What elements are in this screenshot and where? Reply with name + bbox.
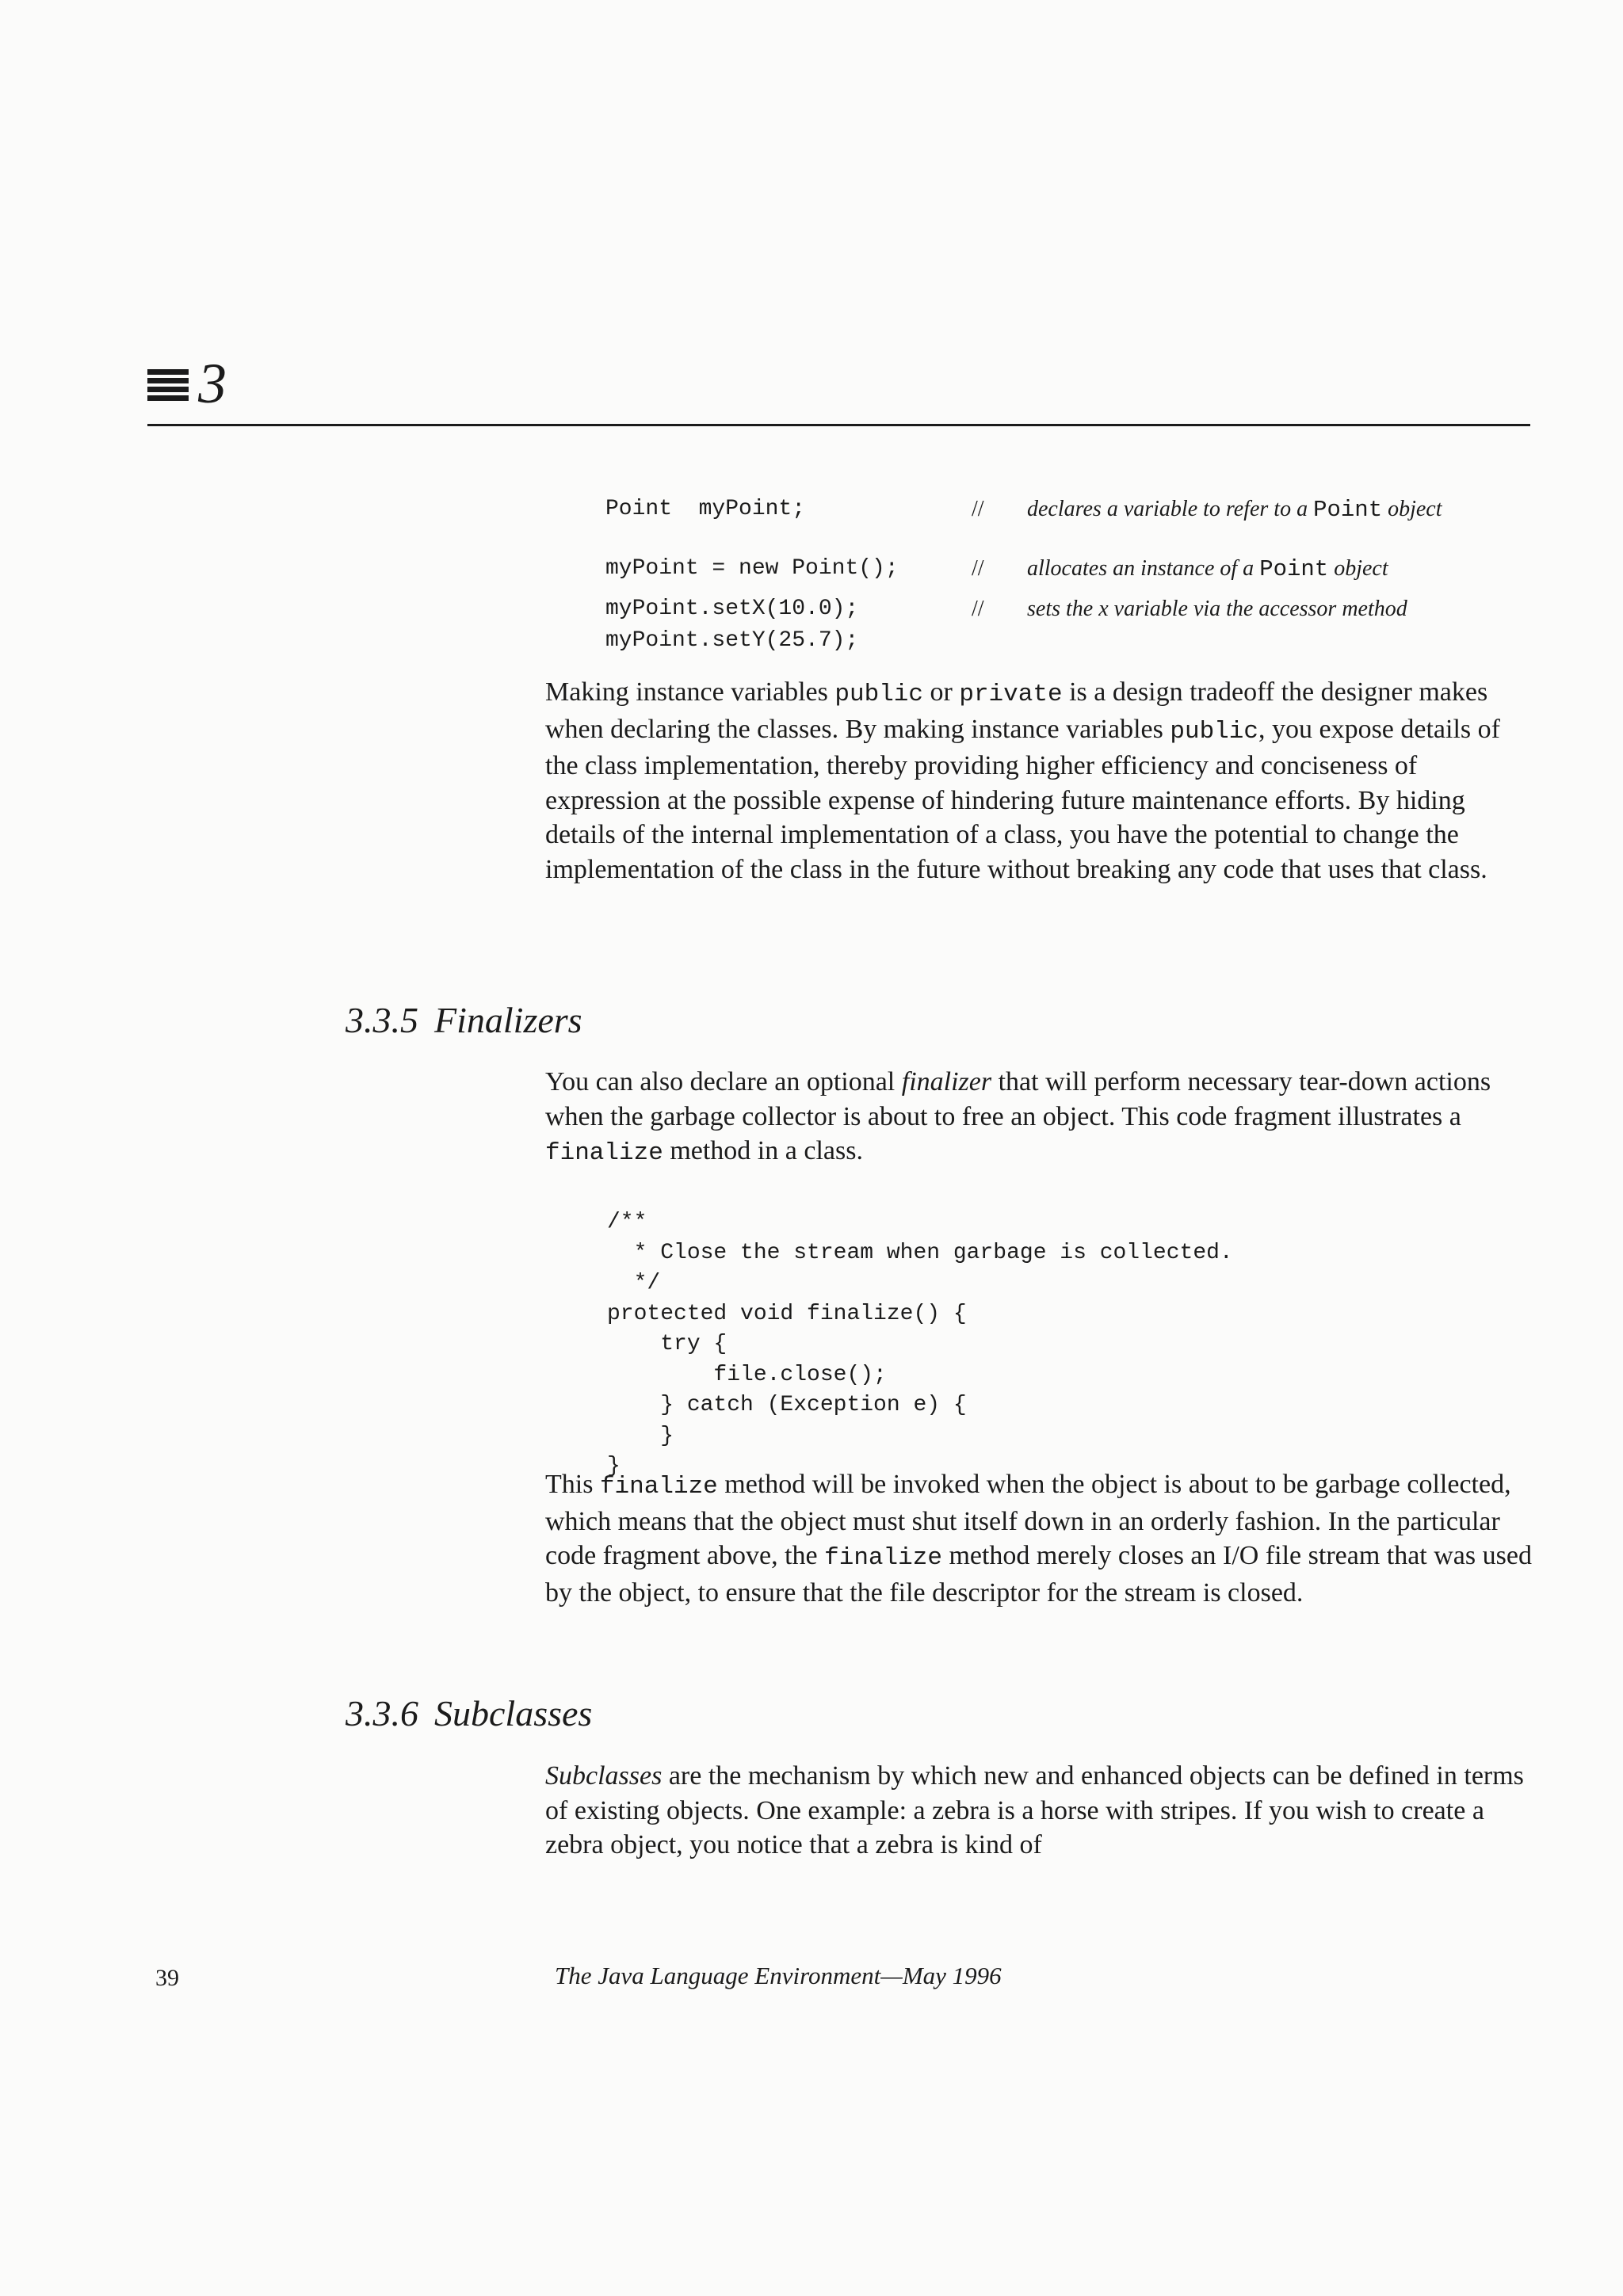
chapter-bars-icon: [147, 369, 189, 410]
comment-slashes: //: [972, 597, 984, 621]
chapter-number: 3: [198, 352, 227, 415]
section-heading-finalizers: 3.3.5 Finalizers: [346, 1000, 582, 1040]
paragraph-finalize-explanation: This finalize method will be invoked when the object is about to be garbage collected, which means that the object must shut itself down in an orderly fashion. In the particular code fragment above, the finalize method merely closes an I/O file stream that was used by the object, to ensure that the file descriptor for the stream is closed.: [545, 1470, 1532, 1608]
code-line: myPoint = new Point();: [605, 556, 899, 581]
paragraph-access-tradeoff: Making instance variables public or private is a design tradeoff the designer makes when declaring the classes. By making instance variables public, you expose details of the class implementation, thereby providing higher efficiency and conciseness of expression at the possible expense of hindering future maintenance efforts. By hiding details of the internal implementation of a class, you have the potential to change the implementation of the class in the future without breaking any code that uses that class.: [545, 677, 1500, 884]
running-footer: The Java Language Environment—May 1996: [555, 1962, 1002, 1989]
code-comment: declares a variable to refer to a Point object: [1027, 497, 1442, 523]
code-comment: sets the x variable via the accessor method: [1027, 597, 1407, 621]
code-example-finalize: /** * Close the stream when garbage is collected. */ protected void finalize() { try { file.close(); } catch (Exception e) { } }: [607, 1210, 1233, 1478]
code-line: Point myPoint;: [605, 497, 806, 521]
page-number: 39: [155, 1965, 179, 1991]
header-rule: [147, 424, 1530, 426]
section-heading-subclasses: 3.3.6 Subclasses: [346, 1693, 593, 1733]
paragraph-subclasses-intro: Subclasses are the mechanism by which new and enhanced objects can be defined in terms of existing objects. One example: a zebra is a horse with stripes. If you wish to create a zebra object, you notice that a zebra is kind of: [545, 1761, 1524, 1859]
code-line: myPoint.setY(25.7);: [605, 628, 859, 653]
comment-slashes: //: [972, 497, 984, 521]
code-line: myPoint.setX(10.0);: [605, 597, 859, 621]
comment-slashes: //: [972, 556, 984, 581]
code-comment: allocates an instance of a Point object: [1027, 556, 1388, 582]
paragraph-finalizer-intro: You can also declare an optional finalizer that will perform necessary tear-down actions when the garbage collector is about to free an object. This code fragment illustrates a finalize method in a class.: [545, 1067, 1491, 1167]
